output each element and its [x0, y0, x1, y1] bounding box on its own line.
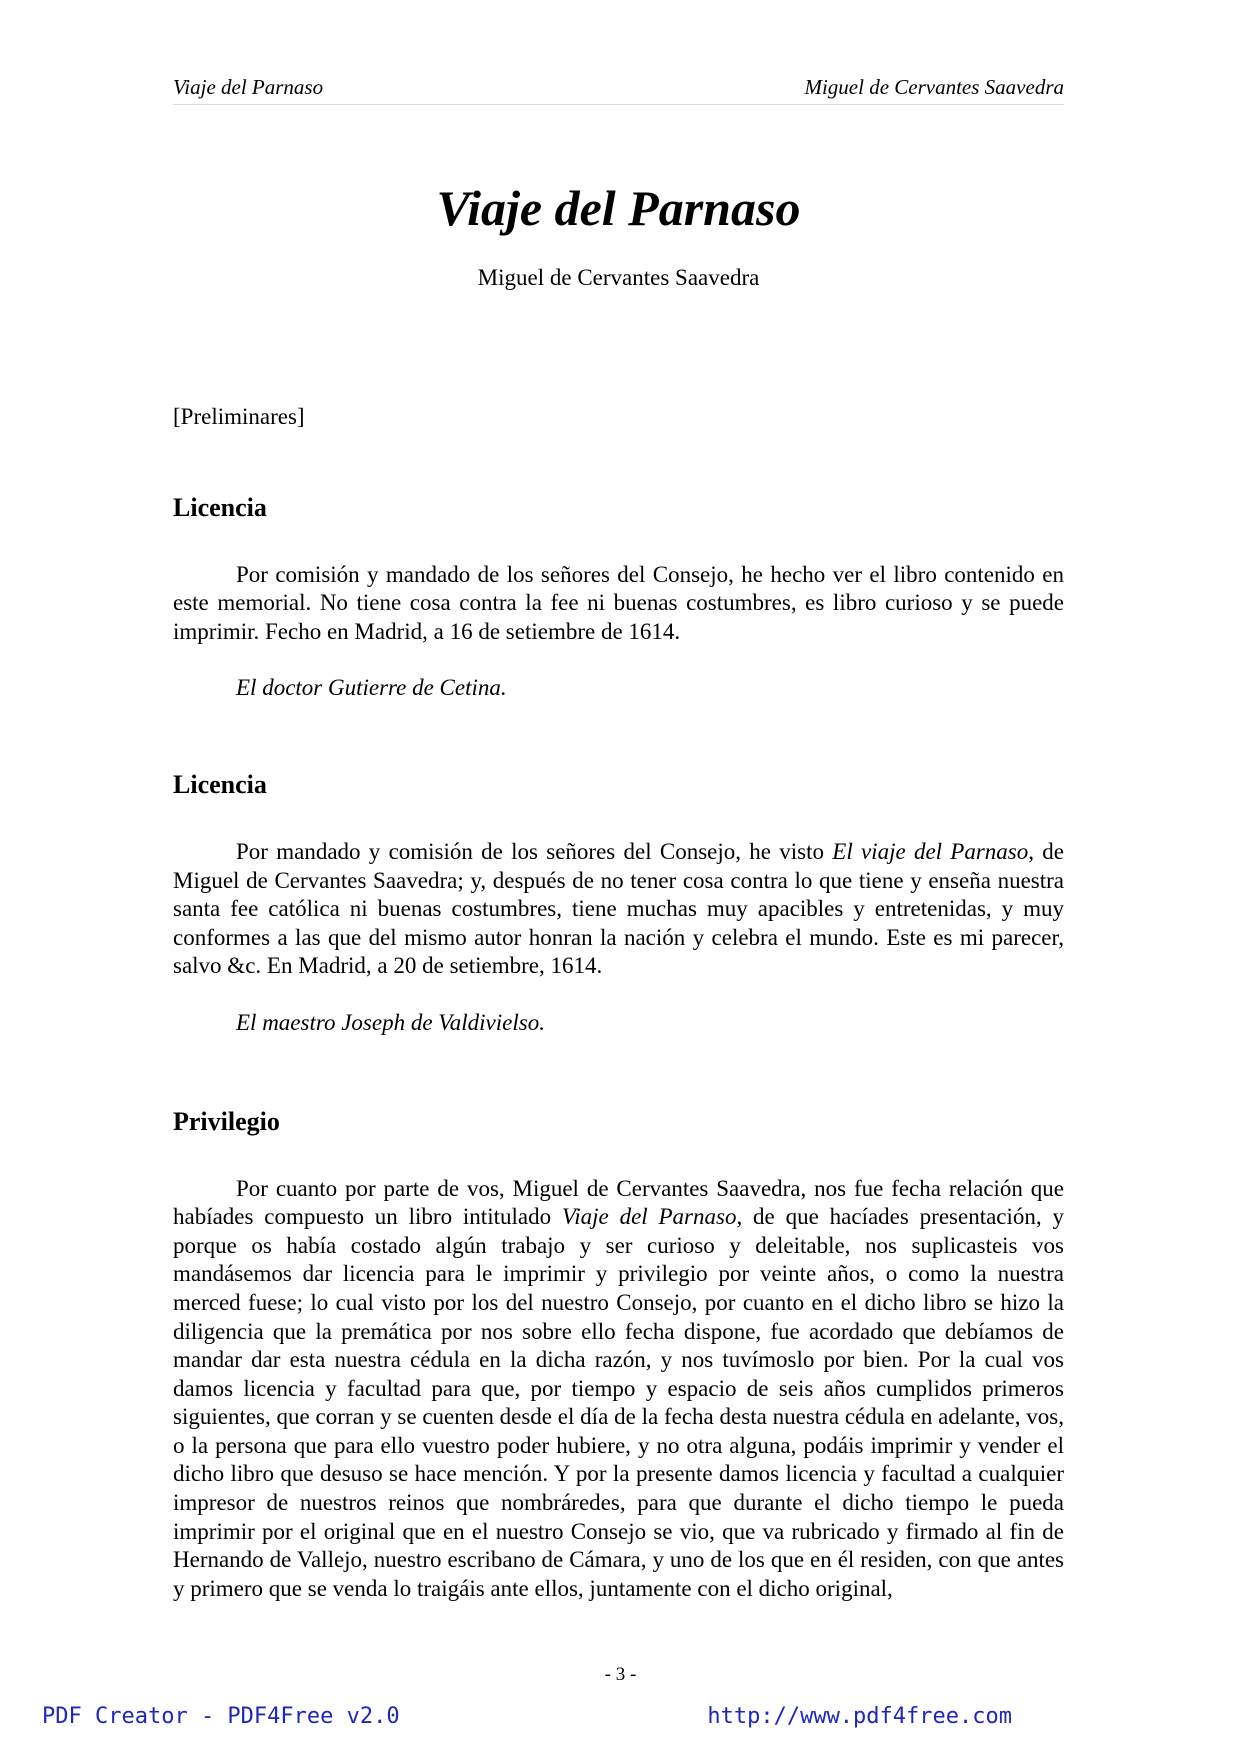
section-paragraph-licencia-1: Por comisión y mandado de los señores del Consejo, he hecho ver el libro contenido en este memorial. No tiene cosa contra la fee ni buenas costumbres, es libro curioso y se puede imprimir. Fecho en Madrid, a 16 de setiembre de 1614.: [173, 561, 1064, 644]
running-header-author: Miguel de Cervantes Saavedra: [804, 75, 1064, 99]
signature-licencia-1: El doctor Gutierre de Cetina.: [236, 675, 507, 701]
section-paragraph-privilegio: [173, 1175, 1064, 1604]
section-heading-licencia-1: Licencia: [173, 492, 267, 522]
document-body: [173, 403, 1064, 1603]
preliminares-label: [Preliminares]: [173, 404, 305, 429]
pdf-footer: [42, 1703, 1012, 1731]
paragraph-text: , de Miguel de Cervantes Saavedra; y, después de no tener cosa contra lo que tiene y enseña nuestra santa fee católica ni buenas costumbres, tiene muchas muy apacibles y entretenidas, y muy conformes a las que del mismo autor honran la nación y celebra el mundo. Este es mi parecer, salvo &c. En Madrid, a 20 de setiembre, 1614.: [173, 838, 1064, 979]
document-author: Miguel de Cervantes Saavedra: [477, 265, 760, 290]
section-heading-licencia-2: Licencia: [173, 769, 267, 799]
section-heading-privilegio: Privilegio: [173, 1106, 280, 1136]
pdf4free-link[interactable]: http://www.pdf4free.com: [707, 1704, 1012, 1729]
running-header: [173, 74, 1064, 105]
signature-licencia-2: El maestro Joseph de Valdivielso.: [236, 1009, 545, 1035]
paragraph-text: , de que hacíades presentación, y porque os había costado algún trabajo y ser curioso y deleitable, nos suplicasteis vos mandásemos dar licencia para le imprimir y privilegio por veinte años, o como la nuestra merced fuese; lo cual visto por los del nuestro Consejo, por cuanto en el dicho libro se hizo la diligencia que la premática por nos sobre ello fecha dispone, fue acordado que debíamos de mandar dar esta nuestra cédula en la dicha razón, y nos tuvímoslo por bien. Por la cual vos damos licencia y facultad para que, por tiempo y espacio de seis años cumplidos primeros siguientes, que corran y se cuenten desde el día de la fecha desta nuestra cédula en adelante, vos, o la persona que para ello vuestro poder hubiere, y no otra alguna, podáis imprimir y vender el dicho libro que desuso se hace mención. Y por la presente damos licencia y facultad a cualquier impresor de nuestros reinos que nombráredes, para que durante el dicho tiempo le pueda imprimir por el original que en el nuestro Consejo se vio, que va rubricado y firmado al fin de Hernando de Vallejo, nuestro escribano de Cámara, y uno de los que en él residen, con que antes y primero que se venda lo traigáis ante ellos, juntamente con el dicho original,: [173, 1204, 1064, 1601]
running-header-title: Viaje del Parnaso: [173, 75, 324, 99]
book-title-italic: El viaje del Parnaso: [832, 838, 1029, 864]
section-paragraph-licencia-2: [173, 838, 1064, 981]
page-number: - 3 -: [604, 1664, 637, 1685]
paragraph-text: Por mandado y comisión de los señores del Consejo, he visto: [236, 838, 833, 864]
book-title-italic: Viaje del Parnaso: [561, 1204, 737, 1230]
pdf-creator-label: PDF Creator - PDF4Free v2.0: [42, 1704, 400, 1729]
paragraph-text: Por cuanto por parte de vos, Miguel de Cervantes Saavedra, nos fue fecha relación que habíades compuesto un libro intitulado: [173, 1175, 1064, 1230]
document-title: Viaje del Parnaso: [436, 180, 801, 236]
